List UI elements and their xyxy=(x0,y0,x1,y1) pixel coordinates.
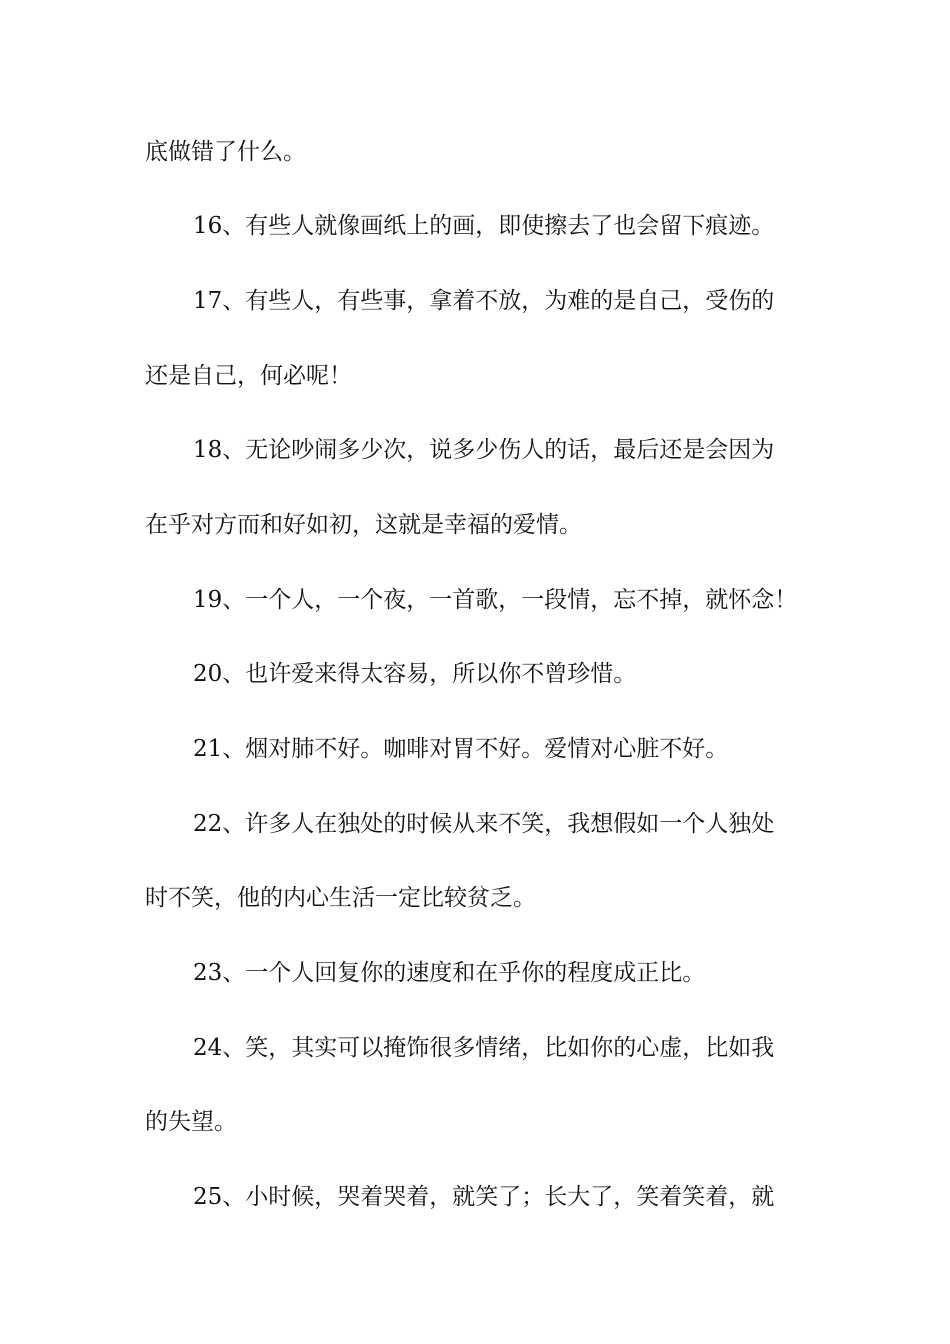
text-line-continuation: 底做错了什么。 xyxy=(145,139,306,165)
text-line-item-20: 20、也许爱来得太容易，所以你不曾珍惜。 xyxy=(193,661,637,687)
text-line-item-22-cont: 时不笑，他的内心生活一定比较贫乏。 xyxy=(145,885,536,911)
text-line-item-18: 18、无论吵闹多少次，说多少伤人的话，最后还是会因为 xyxy=(193,437,775,463)
text-line-item-25: 25、小时候，哭着哭着，就笑了；长大了，笑着笑着，就 xyxy=(193,1184,775,1210)
text-line-item-18-cont: 在乎对方而和好如初，这就是幸福的爱情。 xyxy=(145,512,582,538)
text-line-item-16: 16、有些人就像画纸上的画，即使擦去了也会留下痕迹。 xyxy=(193,213,775,239)
text-line-item-24: 24、笑，其实可以掩饰很多情绪，比如你的心虚，比如我 xyxy=(193,1035,775,1061)
text-line-item-22: 22、许多人在独处的时候从来不笑，我想假如一个人独处 xyxy=(193,811,775,837)
text-line-item-17-cont: 还是自己，何必呢！ xyxy=(145,363,352,389)
text-line-item-21: 21、烟对肺不好。咖啡对胃不好。爱情对心脏不好。 xyxy=(193,736,729,762)
text-line-item-19: 19、一个人，一个夜，一首歌，一段情，忘不掉，就怀念！ xyxy=(193,587,798,613)
text-line-item-24-cont: 的失望。 xyxy=(145,1109,237,1135)
text-line-item-17: 17、有些人，有些事，拿着不放，为难的是自己，受伤的 xyxy=(193,288,775,314)
text-line-item-23: 23、一个人回复你的速度和在乎你的程度成正比。 xyxy=(193,960,706,986)
